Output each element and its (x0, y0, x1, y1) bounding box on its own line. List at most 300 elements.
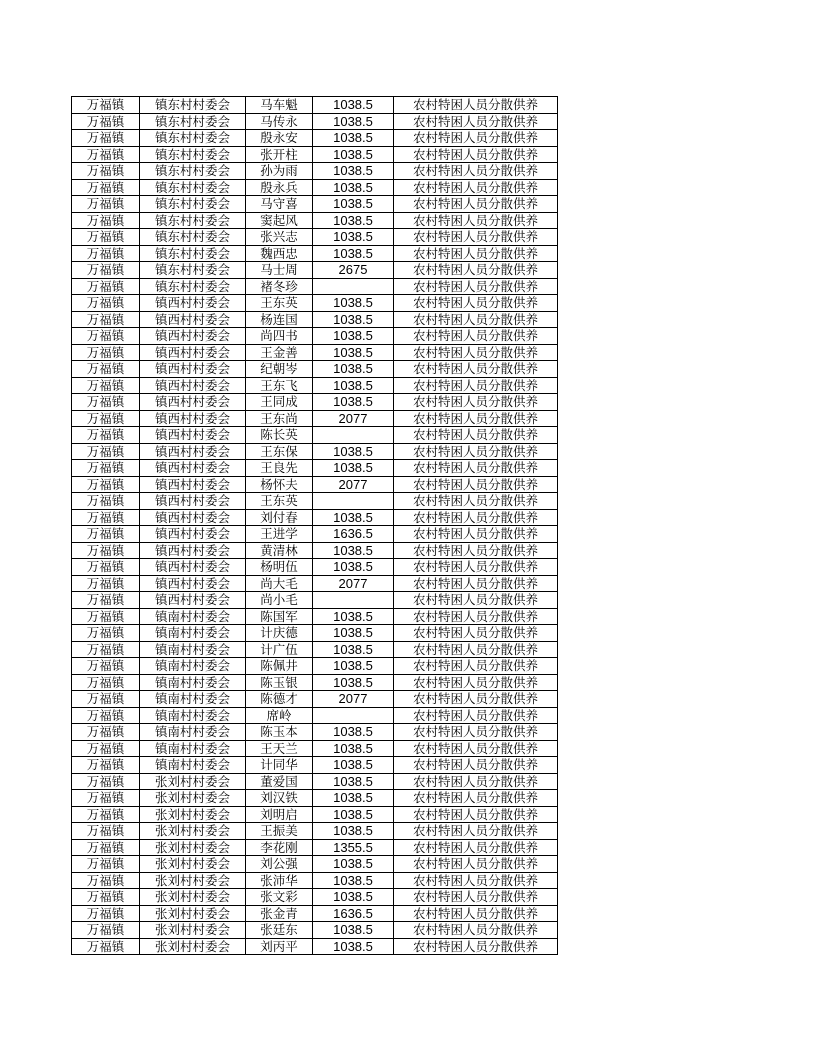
village-committee-cell: 张刘村村委会 (140, 872, 246, 889)
amount-cell: 1038.5 (313, 163, 394, 180)
category-cell: 农村特困人员分散供养 (394, 658, 558, 675)
name-cell: 计庆德 (246, 625, 313, 642)
name-cell: 刘公强 (246, 856, 313, 873)
name-cell: 杨怀夫 (246, 476, 313, 493)
town-cell: 万福镇 (72, 922, 140, 939)
category-cell: 农村特困人员分散供养 (394, 295, 558, 312)
name-cell: 张廷东 (246, 922, 313, 939)
village-committee-cell: 镇南村村委会 (140, 757, 246, 774)
town-cell: 万福镇 (72, 344, 140, 361)
category-cell: 农村特困人员分散供养 (394, 163, 558, 180)
town-cell: 万福镇 (72, 773, 140, 790)
category-cell: 农村特困人员分散供养 (394, 344, 558, 361)
amount-cell: 2077 (313, 691, 394, 708)
name-cell: 陈国军 (246, 608, 313, 625)
category-cell: 农村特困人员分散供养 (394, 674, 558, 691)
name-cell: 董爱国 (246, 773, 313, 790)
table-row (72, 229, 558, 246)
category-cell: 农村特困人员分散供养 (394, 724, 558, 741)
table-row (72, 394, 558, 411)
category-cell: 农村特困人员分散供养 (394, 245, 558, 262)
amount-cell: 1038.5 (313, 856, 394, 873)
category-cell: 农村特困人员分散供养 (394, 905, 558, 922)
category-cell: 农村特困人员分散供养 (394, 872, 558, 889)
amount-cell: 1038.5 (313, 625, 394, 642)
name-cell: 马士周 (246, 262, 313, 279)
category-cell: 农村特困人员分散供养 (394, 509, 558, 526)
name-cell: 马车魁 (246, 97, 313, 114)
town-cell: 万福镇 (72, 872, 140, 889)
village-committee-cell: 镇东村村委会 (140, 245, 246, 262)
table-row (72, 196, 558, 213)
village-committee-cell: 镇西村村委会 (140, 311, 246, 328)
village-committee-cell: 张刘村村委会 (140, 790, 246, 807)
town-cell: 万福镇 (72, 542, 140, 559)
amount-cell: 1038.5 (313, 179, 394, 196)
village-committee-cell: 张刘村村委会 (140, 905, 246, 922)
category-cell: 农村特困人员分散供养 (394, 427, 558, 444)
category-cell: 农村特困人员分散供养 (394, 790, 558, 807)
amount-cell: 1038.5 (313, 658, 394, 675)
name-cell: 纪朝岑 (246, 361, 313, 378)
amount-cell: 2077 (313, 575, 394, 592)
category-cell: 农村特困人员分散供养 (394, 889, 558, 906)
town-cell: 万福镇 (72, 295, 140, 312)
village-committee-cell: 张刘村村委会 (140, 922, 246, 939)
table-row (72, 740, 558, 757)
table-row (72, 344, 558, 361)
town-cell: 万福镇 (72, 691, 140, 708)
village-committee-cell: 镇南村村委会 (140, 691, 246, 708)
amount-cell: 1038.5 (313, 196, 394, 213)
category-cell: 农村特困人员分散供养 (394, 839, 558, 856)
amount-cell: 1038.5 (313, 146, 394, 163)
table-row (72, 608, 558, 625)
town-cell: 万福镇 (72, 394, 140, 411)
village-committee-cell: 镇西村村委会 (140, 526, 246, 543)
name-cell: 马传永 (246, 113, 313, 130)
category-cell: 农村特困人员分散供养 (394, 394, 558, 411)
table-row (72, 707, 558, 724)
amount-cell: 1038.5 (313, 377, 394, 394)
town-cell: 万福镇 (72, 608, 140, 625)
table-row (72, 163, 558, 180)
table-row (72, 443, 558, 460)
village-committee-cell: 镇西村村委会 (140, 509, 246, 526)
amount-cell: 1038.5 (313, 245, 394, 262)
town-cell: 万福镇 (72, 493, 140, 510)
table-row (72, 295, 558, 312)
name-cell: 王同成 (246, 394, 313, 411)
name-cell: 陈玉本 (246, 724, 313, 741)
table-row (72, 889, 558, 906)
village-committee-cell: 镇东村村委会 (140, 262, 246, 279)
table-row (72, 262, 558, 279)
town-cell: 万福镇 (72, 757, 140, 774)
town-cell: 万福镇 (72, 311, 140, 328)
town-cell: 万福镇 (72, 229, 140, 246)
category-cell: 农村特困人员分散供养 (394, 823, 558, 840)
amount-cell: 1038.5 (313, 394, 394, 411)
name-cell: 马守喜 (246, 196, 313, 213)
amount-cell: 1038.5 (313, 295, 394, 312)
town-cell: 万福镇 (72, 509, 140, 526)
name-cell: 黄清林 (246, 542, 313, 559)
amount-cell: 1038.5 (313, 328, 394, 345)
village-committee-cell: 镇西村村委会 (140, 443, 246, 460)
name-cell: 张文彩 (246, 889, 313, 906)
village-committee-cell: 镇西村村委会 (140, 592, 246, 609)
village-committee-cell: 镇东村村委会 (140, 212, 246, 229)
amount-cell: 1038.5 (313, 509, 394, 526)
category-cell: 农村特困人员分散供养 (394, 493, 558, 510)
name-cell: 尚四书 (246, 328, 313, 345)
village-committee-cell: 张刘村村委会 (140, 823, 246, 840)
table-row (72, 97, 558, 114)
amount-cell: 1636.5 (313, 905, 394, 922)
town-cell: 万福镇 (72, 905, 140, 922)
category-cell: 农村特困人员分散供养 (394, 608, 558, 625)
town-cell: 万福镇 (72, 146, 140, 163)
village-committee-cell: 张刘村村委会 (140, 938, 246, 955)
category-cell: 农村特困人员分散供养 (394, 130, 558, 147)
table-row (72, 542, 558, 559)
category-cell: 农村特困人员分散供养 (394, 526, 558, 543)
village-committee-cell: 镇南村村委会 (140, 724, 246, 741)
name-cell: 王东英 (246, 295, 313, 312)
amount-cell: 1038.5 (313, 542, 394, 559)
amount-cell: 1038.5 (313, 113, 394, 130)
name-cell: 王东英 (246, 493, 313, 510)
amount-cell: 1038.5 (313, 823, 394, 840)
name-cell: 陈长英 (246, 427, 313, 444)
village-committee-cell: 镇东村村委会 (140, 163, 246, 180)
name-cell: 陈玉银 (246, 674, 313, 691)
table-row (72, 839, 558, 856)
table-row (72, 476, 558, 493)
amount-cell: 1038.5 (313, 344, 394, 361)
amount-cell: 1038.5 (313, 608, 394, 625)
name-cell: 褚冬珍 (246, 278, 313, 295)
town-cell: 万福镇 (72, 163, 140, 180)
village-committee-cell: 张刘村村委会 (140, 856, 246, 873)
table-row (72, 856, 558, 873)
table-row (72, 526, 558, 543)
town-cell: 万福镇 (72, 460, 140, 477)
town-cell: 万福镇 (72, 625, 140, 642)
town-cell: 万福镇 (72, 377, 140, 394)
category-cell: 农村特困人员分散供养 (394, 707, 558, 724)
village-committee-cell: 镇西村村委会 (140, 542, 246, 559)
name-cell: 席岭 (246, 707, 313, 724)
town-cell: 万福镇 (72, 113, 140, 130)
town-cell: 万福镇 (72, 262, 140, 279)
category-cell: 农村特困人员分散供养 (394, 146, 558, 163)
amount-cell: 1038.5 (313, 724, 394, 741)
amount-cell: 2077 (313, 476, 394, 493)
table-row (72, 658, 558, 675)
amount-cell (313, 427, 394, 444)
name-cell: 殷永安 (246, 130, 313, 147)
village-committee-cell: 张刘村村委会 (140, 889, 246, 906)
category-cell: 农村特困人员分散供养 (394, 262, 558, 279)
category-cell: 农村特困人员分散供养 (394, 97, 558, 114)
amount-cell: 1038.5 (313, 889, 394, 906)
category-cell: 农村特困人员分散供养 (394, 691, 558, 708)
town-cell: 万福镇 (72, 740, 140, 757)
village-committee-cell: 镇东村村委会 (140, 146, 246, 163)
village-committee-cell: 镇西村村委会 (140, 344, 246, 361)
name-cell: 计广伍 (246, 641, 313, 658)
amount-cell: 1038.5 (313, 757, 394, 774)
table-row (72, 559, 558, 576)
town-cell: 万福镇 (72, 212, 140, 229)
amount-cell: 1038.5 (313, 872, 394, 889)
amount-cell: 1038.5 (313, 938, 394, 955)
village-committee-cell: 镇东村村委会 (140, 113, 246, 130)
village-committee-cell: 张刘村村委会 (140, 839, 246, 856)
category-cell: 农村特困人员分散供养 (394, 328, 558, 345)
amount-cell (313, 592, 394, 609)
town-cell: 万福镇 (72, 889, 140, 906)
amount-cell: 1038.5 (313, 674, 394, 691)
amount-cell: 1038.5 (313, 460, 394, 477)
name-cell: 刘付春 (246, 509, 313, 526)
village-committee-cell: 镇南村村委会 (140, 608, 246, 625)
town-cell: 万福镇 (72, 707, 140, 724)
table-row (72, 460, 558, 477)
name-cell: 魏西忠 (246, 245, 313, 262)
town-cell: 万福镇 (72, 196, 140, 213)
town-cell: 万福镇 (72, 526, 140, 543)
village-committee-cell: 镇西村村委会 (140, 493, 246, 510)
amount-cell: 1038.5 (313, 229, 394, 246)
amount-cell (313, 493, 394, 510)
name-cell: 王天兰 (246, 740, 313, 757)
town-cell: 万福镇 (72, 806, 140, 823)
table-row (72, 130, 558, 147)
town-cell: 万福镇 (72, 575, 140, 592)
table-row (72, 922, 558, 939)
category-cell: 农村特困人员分散供养 (394, 229, 558, 246)
village-committee-cell: 张刘村村委会 (140, 806, 246, 823)
name-cell: 李花刚 (246, 839, 313, 856)
amount-cell: 1636.5 (313, 526, 394, 543)
amount-cell: 2675 (313, 262, 394, 279)
village-committee-cell: 镇西村村委会 (140, 394, 246, 411)
name-cell: 杨连国 (246, 311, 313, 328)
town-cell: 万福镇 (72, 839, 140, 856)
category-cell: 农村特困人员分散供养 (394, 278, 558, 295)
category-cell: 农村特困人员分散供养 (394, 410, 558, 427)
table-row (72, 905, 558, 922)
amount-cell: 1038.5 (313, 922, 394, 939)
amount-cell: 1038.5 (313, 641, 394, 658)
name-cell: 陈佩井 (246, 658, 313, 675)
name-cell: 王东保 (246, 443, 313, 460)
amount-cell: 1038.5 (313, 773, 394, 790)
village-committee-cell: 镇西村村委会 (140, 559, 246, 576)
village-committee-cell: 镇东村村委会 (140, 130, 246, 147)
village-committee-cell: 镇南村村委会 (140, 707, 246, 724)
category-cell: 农村特困人员分散供养 (394, 740, 558, 757)
table-row (72, 773, 558, 790)
category-cell: 农村特困人员分散供养 (394, 559, 558, 576)
table-row (72, 146, 558, 163)
table-row (72, 823, 558, 840)
town-cell: 万福镇 (72, 658, 140, 675)
amount-cell: 1355.5 (313, 839, 394, 856)
amount-cell: 1038.5 (313, 443, 394, 460)
name-cell: 计同华 (246, 757, 313, 774)
table-row (72, 328, 558, 345)
town-cell: 万福镇 (72, 559, 140, 576)
category-cell: 农村特困人员分散供养 (394, 212, 558, 229)
table-row (72, 278, 558, 295)
name-cell: 王良先 (246, 460, 313, 477)
name-cell: 王东尚 (246, 410, 313, 427)
village-committee-cell: 镇南村村委会 (140, 641, 246, 658)
village-committee-cell: 镇南村村委会 (140, 674, 246, 691)
town-cell: 万福镇 (72, 938, 140, 955)
town-cell: 万福镇 (72, 476, 140, 493)
table-row (72, 757, 558, 774)
village-committee-cell: 镇东村村委会 (140, 196, 246, 213)
table-row (72, 938, 558, 955)
village-committee-cell: 镇东村村委会 (140, 229, 246, 246)
amount-cell (313, 707, 394, 724)
amount-cell: 1038.5 (313, 212, 394, 229)
town-cell: 万福镇 (72, 245, 140, 262)
village-committee-cell: 镇西村村委会 (140, 476, 246, 493)
category-cell: 农村特困人员分散供养 (394, 460, 558, 477)
village-committee-cell: 镇西村村委会 (140, 460, 246, 477)
name-cell: 窦起风 (246, 212, 313, 229)
table-row (72, 592, 558, 609)
village-committee-cell: 镇西村村委会 (140, 427, 246, 444)
table-row (72, 625, 558, 642)
town-cell: 万福镇 (72, 130, 140, 147)
village-committee-cell: 张刘村村委会 (140, 773, 246, 790)
town-cell: 万福镇 (72, 724, 140, 741)
name-cell: 刘丙平 (246, 938, 313, 955)
village-committee-cell: 镇西村村委会 (140, 328, 246, 345)
table-row (72, 674, 558, 691)
table-row (72, 179, 558, 196)
village-committee-cell: 镇南村村委会 (140, 740, 246, 757)
town-cell: 万福镇 (72, 328, 140, 345)
category-cell: 农村特困人员分散供养 (394, 641, 558, 658)
category-cell: 农村特困人员分散供养 (394, 625, 558, 642)
town-cell: 万福镇 (72, 856, 140, 873)
name-cell: 尚小毛 (246, 592, 313, 609)
village-committee-cell: 镇东村村委会 (140, 97, 246, 114)
name-cell: 王振美 (246, 823, 313, 840)
amount-cell: 1038.5 (313, 130, 394, 147)
table-row (72, 790, 558, 807)
village-committee-cell: 镇南村村委会 (140, 658, 246, 675)
name-cell: 王金善 (246, 344, 313, 361)
town-cell: 万福镇 (72, 823, 140, 840)
town-cell: 万福镇 (72, 592, 140, 609)
village-committee-cell: 镇西村村委会 (140, 410, 246, 427)
category-cell: 农村特困人员分散供养 (394, 922, 558, 939)
table-row (72, 245, 558, 262)
table-row (72, 410, 558, 427)
table-row (72, 427, 558, 444)
category-cell: 农村特困人员分散供养 (394, 757, 558, 774)
amount-cell: 1038.5 (313, 790, 394, 807)
amount-cell: 1038.5 (313, 97, 394, 114)
table-row (72, 641, 558, 658)
category-cell: 农村特困人员分散供养 (394, 575, 558, 592)
town-cell: 万福镇 (72, 641, 140, 658)
name-cell: 张兴志 (246, 229, 313, 246)
name-cell: 孙为雨 (246, 163, 313, 180)
category-cell: 农村特困人员分散供养 (394, 773, 558, 790)
town-cell: 万福镇 (72, 790, 140, 807)
town-cell: 万福镇 (72, 674, 140, 691)
village-committee-cell: 镇西村村委会 (140, 575, 246, 592)
town-cell: 万福镇 (72, 443, 140, 460)
category-cell: 农村特困人员分散供养 (394, 592, 558, 609)
town-cell: 万福镇 (72, 410, 140, 427)
name-cell: 陈德才 (246, 691, 313, 708)
village-committee-cell: 镇西村村委会 (140, 361, 246, 378)
category-cell: 农村特困人员分散供养 (394, 361, 558, 378)
category-cell: 农村特困人员分散供养 (394, 476, 558, 493)
category-cell: 农村特困人员分散供养 (394, 377, 558, 394)
category-cell: 农村特困人员分散供养 (394, 311, 558, 328)
amount-cell: 2077 (313, 410, 394, 427)
table-row (72, 872, 558, 889)
relief-roster-table (71, 96, 558, 955)
table-row (72, 361, 558, 378)
town-cell: 万福镇 (72, 427, 140, 444)
village-committee-cell: 镇西村村委会 (140, 295, 246, 312)
category-cell: 农村特困人员分散供养 (394, 856, 558, 873)
name-cell: 张沛华 (246, 872, 313, 889)
table-body (72, 97, 558, 955)
village-committee-cell: 镇西村村委会 (140, 377, 246, 394)
table-row (72, 377, 558, 394)
table-row (72, 575, 558, 592)
town-cell: 万福镇 (72, 361, 140, 378)
amount-cell: 1038.5 (313, 361, 394, 378)
name-cell: 张开柱 (246, 146, 313, 163)
town-cell: 万福镇 (72, 278, 140, 295)
name-cell: 王东飞 (246, 377, 313, 394)
category-cell: 农村特困人员分散供养 (394, 806, 558, 823)
category-cell: 农村特困人员分散供养 (394, 196, 558, 213)
amount-cell: 1038.5 (313, 806, 394, 823)
amount-cell: 1038.5 (313, 740, 394, 757)
table-row (72, 311, 558, 328)
table-row (72, 212, 558, 229)
village-committee-cell: 镇东村村委会 (140, 278, 246, 295)
village-committee-cell: 镇东村村委会 (140, 179, 246, 196)
amount-cell: 1038.5 (313, 311, 394, 328)
name-cell: 杨明伍 (246, 559, 313, 576)
town-cell: 万福镇 (72, 179, 140, 196)
amount-cell (313, 278, 394, 295)
village-committee-cell: 镇南村村委会 (140, 625, 246, 642)
table-row (72, 806, 558, 823)
category-cell: 农村特困人员分散供养 (394, 443, 558, 460)
name-cell: 张金青 (246, 905, 313, 922)
name-cell: 王进学 (246, 526, 313, 543)
table-row (72, 113, 558, 130)
